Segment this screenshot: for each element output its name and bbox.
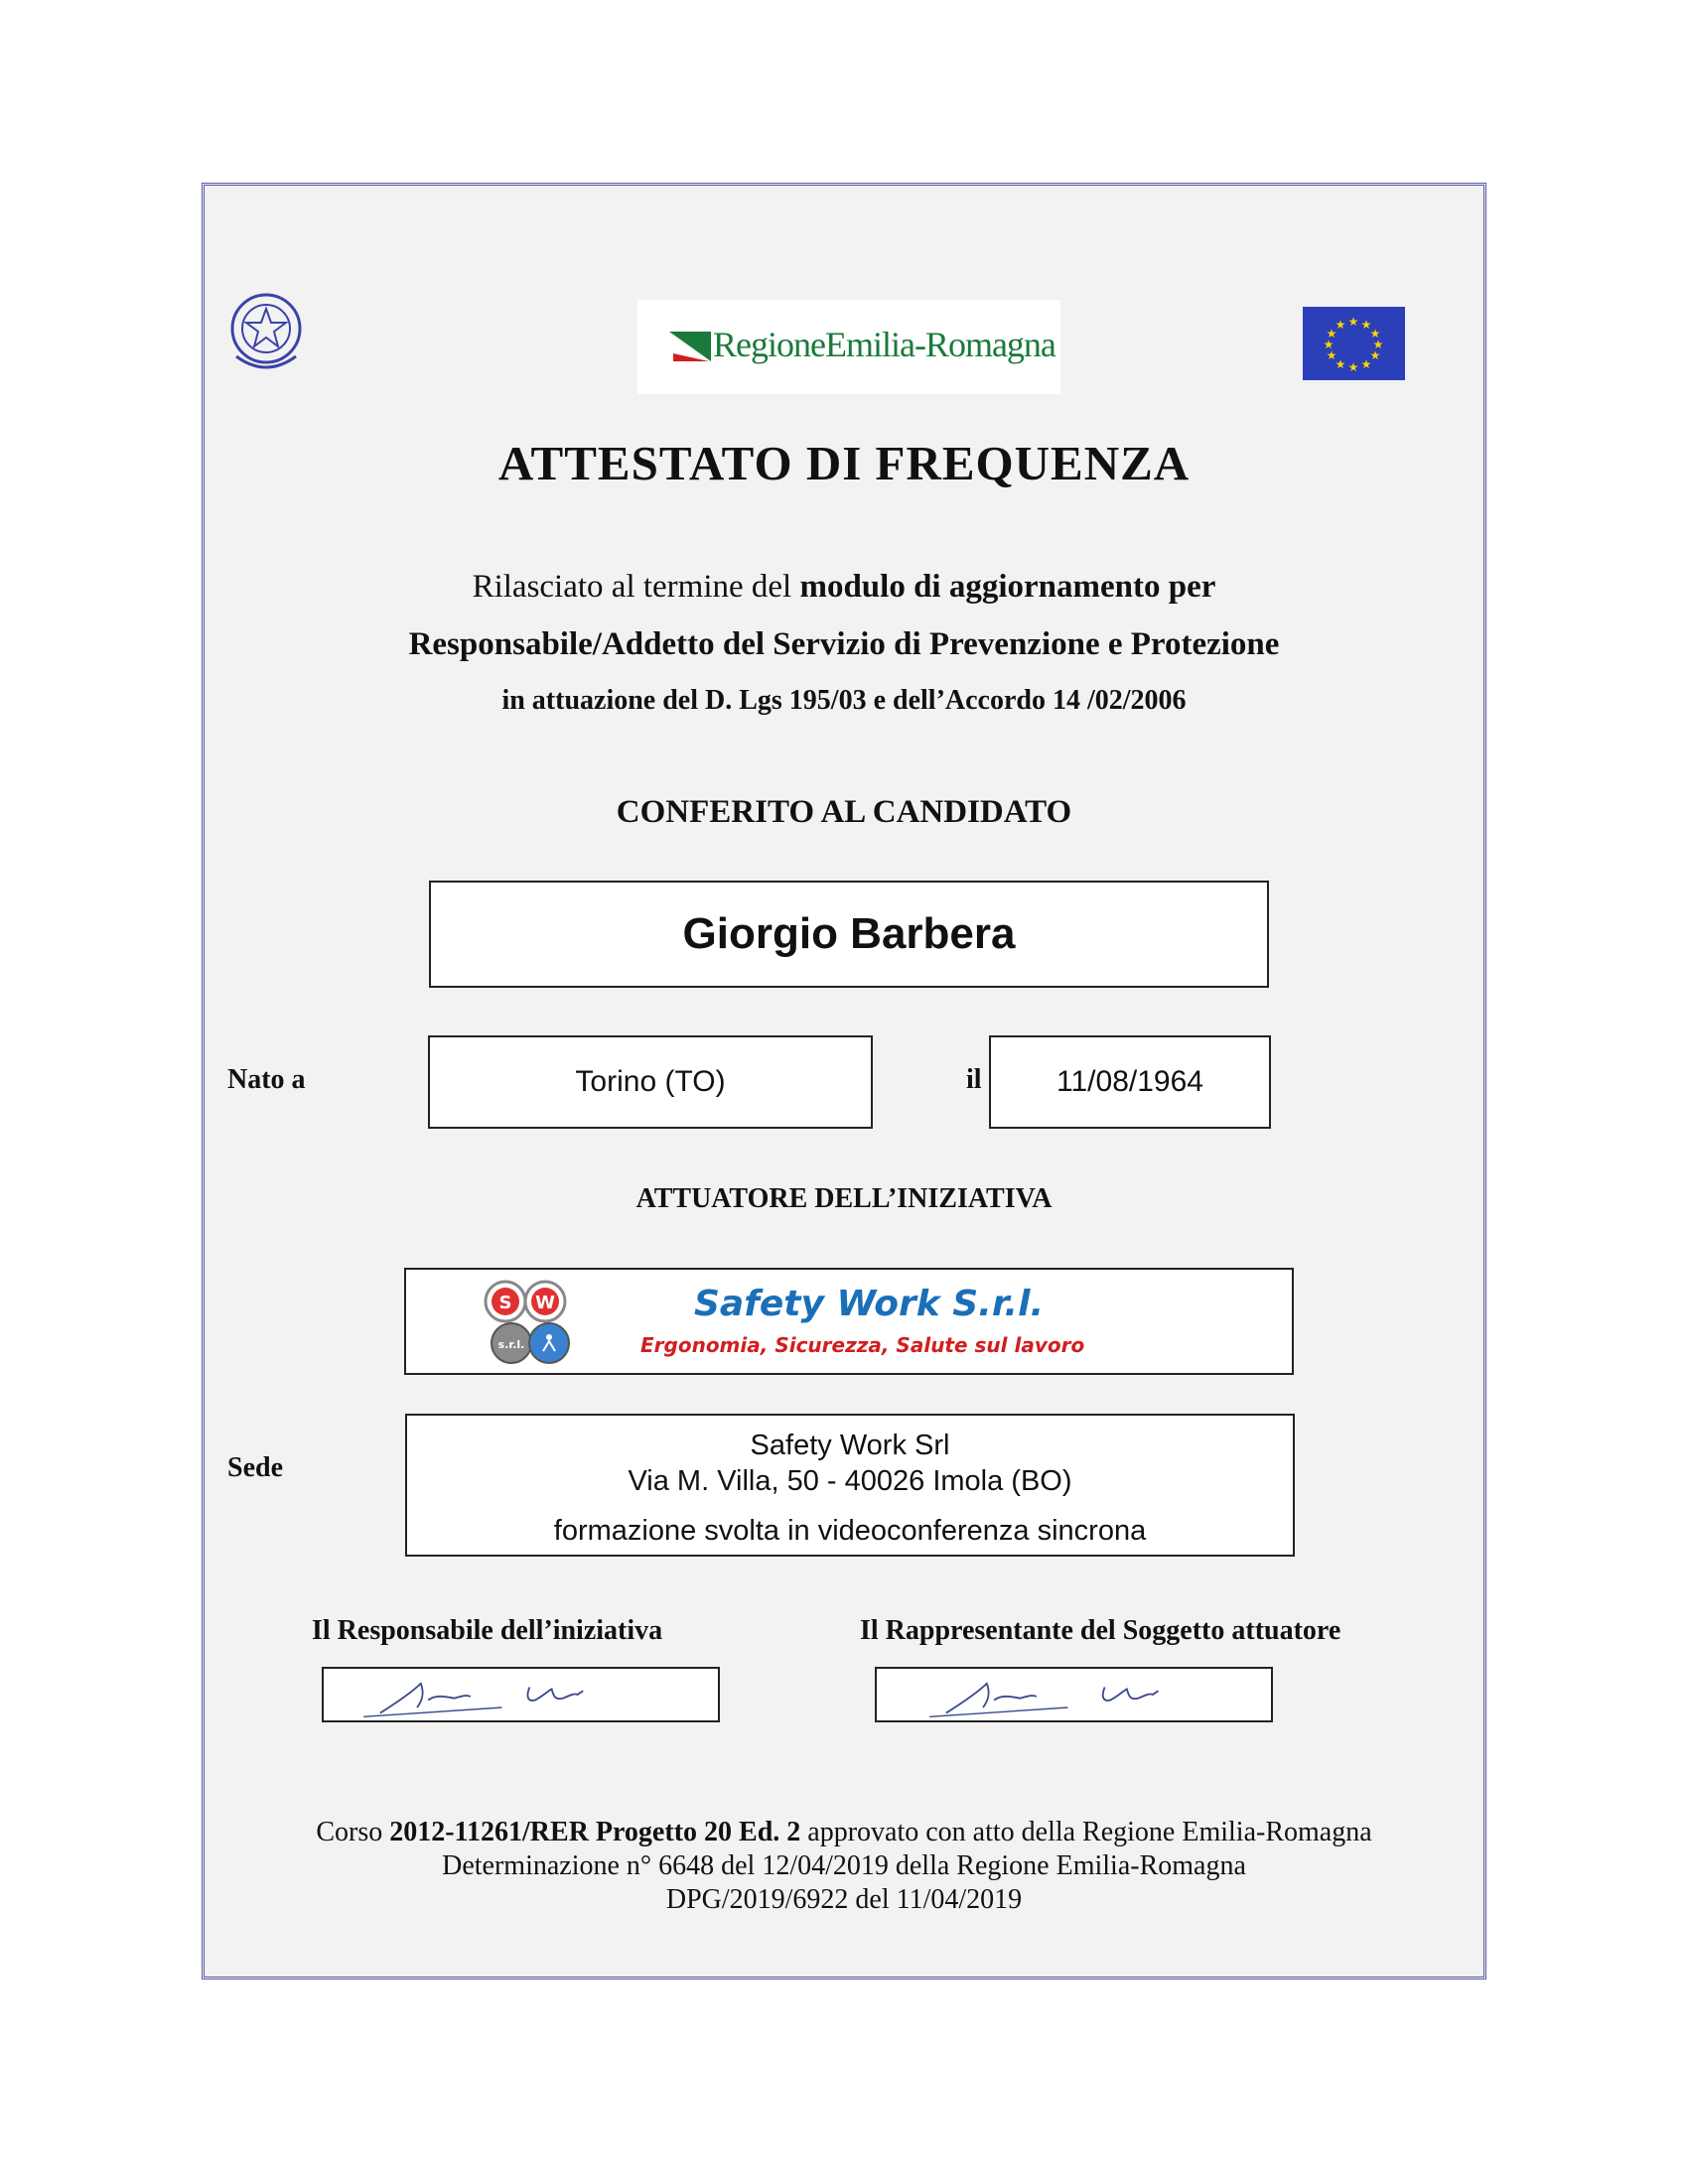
- intro-line-3: in attuazione del D. Lgs 195/03 e dell’Accordo 14 /02/2006: [501, 685, 1187, 716]
- sede-box: [405, 1414, 1295, 1557]
- svg-text:★: ★: [1360, 357, 1372, 371]
- footer-course-prefix: Corso: [316, 1817, 390, 1847]
- sede-line-1: Safety Work Srl: [750, 1430, 950, 1461]
- company-box: [404, 1268, 1294, 1375]
- conferito-heading: CONFERITO AL CANDIDATO: [616, 794, 1072, 830]
- sede-label: Sede: [227, 1452, 283, 1483]
- intro-line-2: Responsabile/Addetto del Servizio di Prevenzione e Protezione: [408, 626, 1280, 662]
- birth-date-label: il: [966, 1064, 982, 1095]
- italian-emblem-icon: [226, 287, 306, 376]
- svg-text:★: ★: [1347, 360, 1359, 374]
- svg-text:W: W: [535, 1293, 555, 1313]
- svg-text:★: ★: [1369, 348, 1381, 362]
- svg-text:★: ★: [1360, 318, 1372, 332]
- intro-line-1: [202, 569, 1486, 606]
- svg-text:★: ★: [1335, 357, 1346, 371]
- sede-line-2: Via M. Villa, 50 - 40026 Imola (BO): [628, 1465, 1072, 1497]
- signature-left-label: Il Responsabile dell’iniziativa: [312, 1615, 663, 1646]
- footer-line-3: DPG/2019/6922 del 11/04/2019: [665, 1884, 1023, 1915]
- svg-text:★: ★: [1323, 338, 1335, 351]
- rer-flag-icon: [669, 332, 711, 361]
- company-tagline: Ergonomia, Sicurezza, Salute sul lavoro: [640, 1333, 1085, 1357]
- eu-flag-icon: [1303, 307, 1405, 380]
- svg-text:★: ★: [1326, 348, 1337, 362]
- regione-emilia-romagna-logo: [637, 300, 1060, 394]
- candidate-name: Giorgio Barbera: [682, 909, 1016, 958]
- birth-date-value: 11/08/1964: [1056, 1065, 1203, 1098]
- svg-text:★: ★: [1335, 318, 1346, 332]
- safety-work-logo-icon: [482, 1278, 571, 1369]
- sede-line-3: formazione svolta in videoconferenza sincrona: [553, 1515, 1147, 1547]
- svg-text:★: ★: [1326, 327, 1337, 341]
- svg-text:s.r.l.: s.r.l.: [497, 1338, 525, 1351]
- candidate-name-box: [429, 881, 1269, 988]
- footer-course-suffix: approvato con atto della Regione Emilia-Romagna: [800, 1817, 1372, 1847]
- certificate-title: ATTESTATO DI FREQUENZA: [497, 436, 1191, 490]
- birth-place-value: Torino (TO): [575, 1065, 726, 1098]
- signature-left-box: [322, 1667, 720, 1722]
- birth-date-box: [989, 1035, 1271, 1129]
- svg-text:S: S: [498, 1293, 512, 1313]
- svg-text:★: ★: [1372, 338, 1384, 351]
- svg-text:★: ★: [1369, 327, 1381, 341]
- company-name: Safety Work S.r.l.: [694, 1284, 1045, 1324]
- footer-line-2: Determinazione n° 6648 del 12/04/2019 della Regione Emilia-Romagna: [442, 1850, 1246, 1881]
- footer-line-1: [202, 1817, 1486, 1848]
- svg-text:★: ★: [1347, 315, 1359, 329]
- rer-logo-text: RegioneEmilia-Romagna: [713, 325, 1055, 364]
- signature-right-box: [875, 1667, 1273, 1722]
- intro-module: modulo di aggiornamento per: [799, 569, 1216, 605]
- attuatore-heading: ATTUATORE DELL’INIZIATIVA: [635, 1183, 1053, 1214]
- intro-prefix: Rilasciato al termine del: [472, 569, 800, 605]
- signature-right-label: Il Rappresentante del Soggetto attuatore: [860, 1615, 1341, 1646]
- footer-course-code: 2012-11261/RER Progetto 20 Ed. 2: [389, 1817, 801, 1847]
- signature-right-image: [877, 1669, 1271, 1720]
- signature-left-image: [324, 1669, 718, 1720]
- birth-place-box: [428, 1035, 873, 1129]
- birth-place-label: Nato a: [227, 1064, 306, 1095]
